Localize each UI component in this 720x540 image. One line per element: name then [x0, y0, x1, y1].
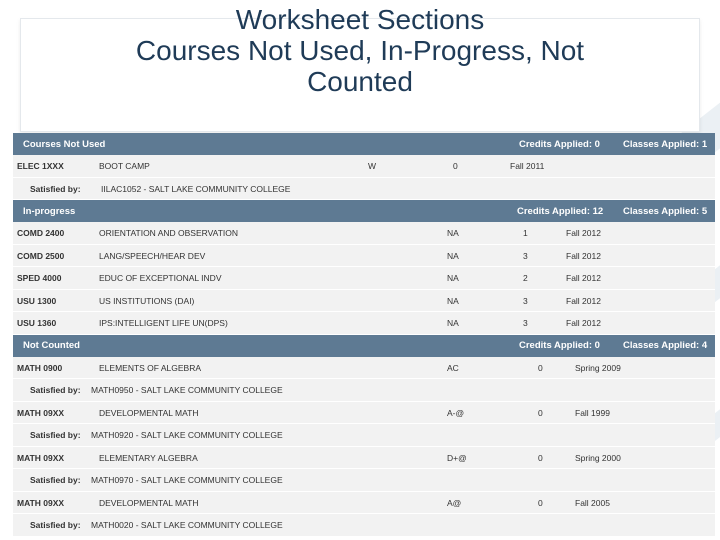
- course-code: MATH 0900: [17, 362, 63, 373]
- course-title: US INSTITUTIONS (DAI): [99, 295, 195, 306]
- course-grade: D+@: [447, 452, 467, 463]
- course-term: Fall 2012: [566, 318, 601, 328]
- course-credits: 3: [523, 318, 528, 328]
- credits-applied: Credits Applied: 12: [517, 205, 604, 217]
- course-code: USU 1360: [17, 318, 57, 328]
- classes-applied: Classes Applied: 4: [623, 340, 708, 351]
- course-term: Spring 2000: [575, 452, 621, 463]
- course-credits: 0: [453, 161, 458, 171]
- satisfied-by-row: [13, 514, 715, 537]
- classes-applied: Classes Applied: 1: [623, 138, 708, 150]
- course-code: MATH 09XX: [17, 407, 65, 418]
- course-term: Fall 2012: [566, 295, 601, 306]
- course-credits: 0: [538, 497, 543, 508]
- course-credits: 2: [523, 273, 528, 283]
- satisfied-by-row: [13, 424, 715, 447]
- satisfied-by-value: IILAC1052 - SALT LAKE COMMUNITY COLLEGE: [101, 183, 291, 194]
- credits-applied: Credits Applied: 0: [519, 340, 600, 351]
- course-term: Fall 2012: [566, 250, 601, 261]
- course-code: MATH 09XX: [17, 452, 65, 463]
- course-credits: 0: [538, 452, 543, 463]
- course-grade: A@: [447, 497, 462, 508]
- course-grade: NA: [447, 295, 459, 306]
- course-title: EDUC OF EXCEPTIONAL INDV: [99, 273, 222, 283]
- course-row: [13, 492, 715, 515]
- section-label: Courses Not Used: [23, 138, 106, 150]
- course-credits: 1: [523, 228, 528, 238]
- course-code: ELEC 1XXX: [17, 161, 64, 171]
- classes-applied: Classes Applied: 5: [623, 205, 708, 217]
- title-line-3: Counted: [307, 66, 413, 97]
- course-title: BOOT CAMP: [99, 161, 150, 171]
- course-code: USU 1300: [17, 295, 57, 306]
- section-header-not-used: [13, 133, 715, 155]
- course-row: [13, 245, 715, 268]
- course-credits: 3: [523, 250, 528, 261]
- course-row: [13, 357, 715, 380]
- course-title: DEVELOPMENTAL MATH: [99, 497, 199, 508]
- title-line-1: Worksheet Sections: [235, 4, 485, 35]
- course-code: COMD 2500: [17, 250, 65, 261]
- course-row: [13, 267, 715, 290]
- satisfied-by-label: Satisfied by:: [30, 475, 81, 485]
- section-label: In-progress: [23, 205, 76, 217]
- satisfied-by-row: [13, 469, 715, 492]
- course-term: Fall 2011: [510, 161, 545, 171]
- course-row: [13, 222, 715, 245]
- course-credits: 0: [538, 407, 543, 418]
- course-title: IPS:INTELLIGENT LIFE UN(DPS): [99, 318, 228, 328]
- course-code: MATH 09XX: [17, 497, 65, 508]
- course-title: ELEMENTARY ALGEBRA: [99, 452, 198, 463]
- course-title: DEVELOPMENTAL MATH: [99, 407, 199, 418]
- course-term: Fall 1999: [575, 407, 610, 418]
- satisfied-by-value: MATH0950 - SALT LAKE COMMUNITY COLLEGE: [91, 385, 283, 395]
- course-term: Fall 2012: [566, 273, 601, 283]
- satisfied-by-row: [13, 379, 715, 402]
- satisfied-by-row: [13, 178, 715, 201]
- section-header-in-progress: [13, 200, 715, 222]
- course-title: ELEMENTS OF ALGEBRA: [99, 362, 202, 373]
- satisfied-by-value: MATH0020 - SALT LAKE COMMUNITY COLLEGE: [91, 520, 283, 530]
- course-term: Spring 2009: [575, 362, 621, 373]
- course-term: Fall 2005: [575, 497, 610, 508]
- satisfied-by-value: MATH0970 - SALT LAKE COMMUNITY COLLEGE: [91, 475, 283, 485]
- course-grade: W: [368, 161, 377, 171]
- satisfied-by-value: MATH0920 - SALT LAKE COMMUNITY COLLEGE: [91, 430, 283, 440]
- course-credits: 0: [538, 362, 543, 373]
- credits-applied: Credits Applied: 0: [519, 138, 600, 150]
- course-grade: NA: [447, 273, 459, 283]
- course-code: COMD 2400: [17, 228, 65, 238]
- course-grade: NA: [447, 318, 459, 328]
- course-grade: AC: [447, 362, 459, 373]
- course-title: LANG/SPEECH/HEAR DEV: [99, 250, 206, 261]
- satisfied-by-label: Satisfied by:: [30, 183, 81, 194]
- section-label: Not Counted: [23, 340, 80, 351]
- section-header-not-counted: [13, 335, 715, 357]
- course-row: [13, 290, 715, 313]
- worksheet: [13, 133, 715, 537]
- title-line-2: Courses Not Used, In-Progress, Not: [135, 35, 585, 66]
- course-title: ORIENTATION AND OBSERVATION: [99, 228, 239, 238]
- course-grade: NA: [447, 228, 459, 238]
- satisfied-by-label: Satisfied by:: [30, 430, 81, 440]
- satisfied-by-label: Satisfied by:: [30, 520, 81, 530]
- course-grade: NA: [447, 250, 459, 261]
- course-term: Fall 2012: [566, 228, 601, 238]
- course-row: [13, 402, 715, 425]
- course-row: [13, 312, 715, 335]
- course-credits: 3: [523, 295, 528, 306]
- satisfied-by-label: Satisfied by:: [30, 385, 81, 395]
- course-code: SPED 4000: [17, 273, 62, 283]
- course-grade: A-@: [447, 407, 465, 418]
- slide-title: [0, 4, 720, 97]
- course-row: [13, 447, 715, 470]
- course-row: [13, 155, 715, 178]
